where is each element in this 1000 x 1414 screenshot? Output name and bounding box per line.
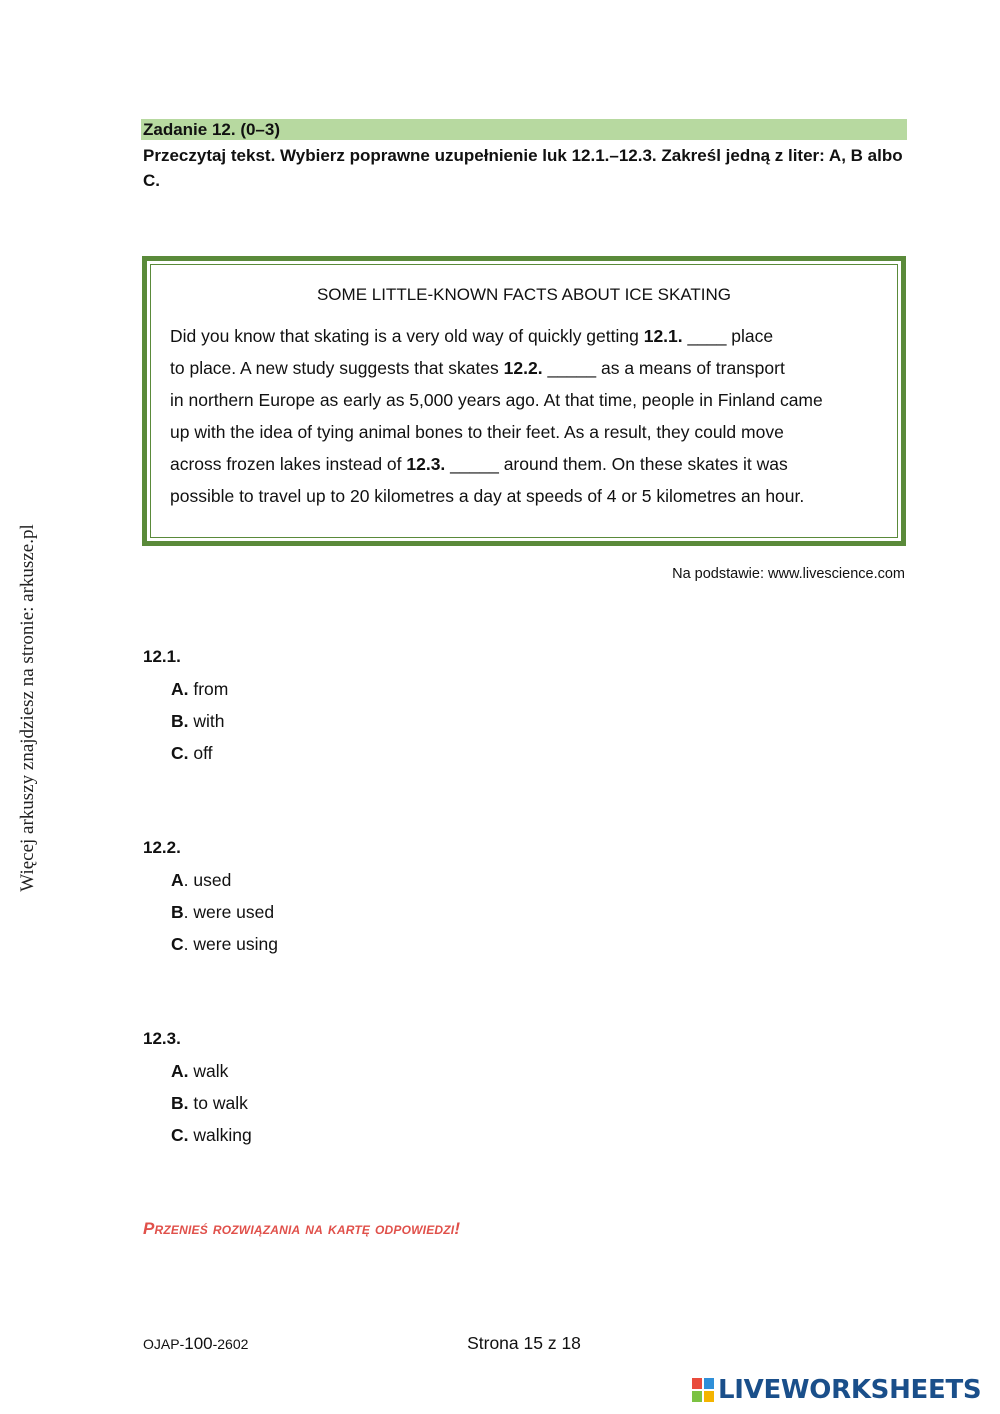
answer-option[interactable]: B. were used [171, 902, 275, 922]
exam-code: OJAP-100-2602 [143, 1334, 249, 1353]
logo-square-icon [704, 1378, 714, 1389]
liveworksheets-logo [692, 1374, 981, 1406]
answer-option[interactable]: C. were using [171, 934, 278, 954]
task-header: Zadanie 12. (0–3) [141, 119, 907, 140]
passage-line: Did you know that skating is a very old way of quickly getting 12.1. ____ place [170, 326, 774, 346]
reading-passage [170, 320, 880, 512]
question-number: 12.2. [143, 838, 181, 857]
logo-square-icon [704, 1391, 714, 1402]
question-number: 12.3. [143, 1029, 181, 1048]
reading-text-title: SOME LITTLE-KNOWN FACTS ABOUT ICE SKATING [316, 285, 732, 304]
answer-option[interactable]: C. off [171, 743, 213, 763]
answer-option[interactable]: B. to walk [171, 1093, 248, 1113]
gap-label: 12.1. [643, 326, 683, 346]
question-number: 12.1. [143, 647, 181, 666]
answer-option[interactable]: A. from [171, 679, 229, 699]
transfer-answers-note: Przenieś rozwiązania na kartę odpowiedzi! [143, 1219, 461, 1238]
passage-line: possible to travel up to 20 kilometres a day at speeds of 4 or 5 kilometres an hour. [170, 486, 805, 506]
passage-line: across frozen lakes instead of 12.3. _____ around them. On these skates it was [170, 454, 788, 474]
text-source: Na podstawie: www.livescience.com [672, 566, 905, 582]
gap-label: 12.3. [406, 454, 446, 474]
passage-line: in northern Europe as early as 5,000 years ago. At that time, people in Finland came [170, 390, 823, 410]
passage-line: to place. A new study suggests that skates 12.2. _____ as a means of transport [170, 358, 785, 378]
logo-square-icon [692, 1378, 702, 1389]
passage-line: up with the idea of tying animal bones to their feet. As a result, they could move [170, 422, 784, 442]
task-instruction: Przeczytaj tekst. Wybierz poprawne uzupełnienie luk 12.1.–12.3. Zakreśl jedną z liter: A, B albo C. [143, 146, 903, 190]
answer-option[interactable]: A. walk [171, 1061, 229, 1081]
answer-option[interactable]: A. used [171, 870, 232, 890]
answer-option[interactable]: B. with [171, 711, 225, 731]
side-watermark-text: Więcej arkuszy znajdziesz na stronie: arkusze.pl [17, 524, 38, 892]
logo-square-icon [692, 1391, 702, 1402]
gap-label: 12.2. [503, 358, 543, 378]
page-number: Strona 15 z 18 [467, 1333, 581, 1353]
answer-option[interactable]: C. walking [171, 1125, 252, 1145]
liveworksheets-logo-icon [692, 1378, 714, 1402]
liveworksheets-logo-text: LIVEWORKSHEETS [718, 1375, 982, 1405]
